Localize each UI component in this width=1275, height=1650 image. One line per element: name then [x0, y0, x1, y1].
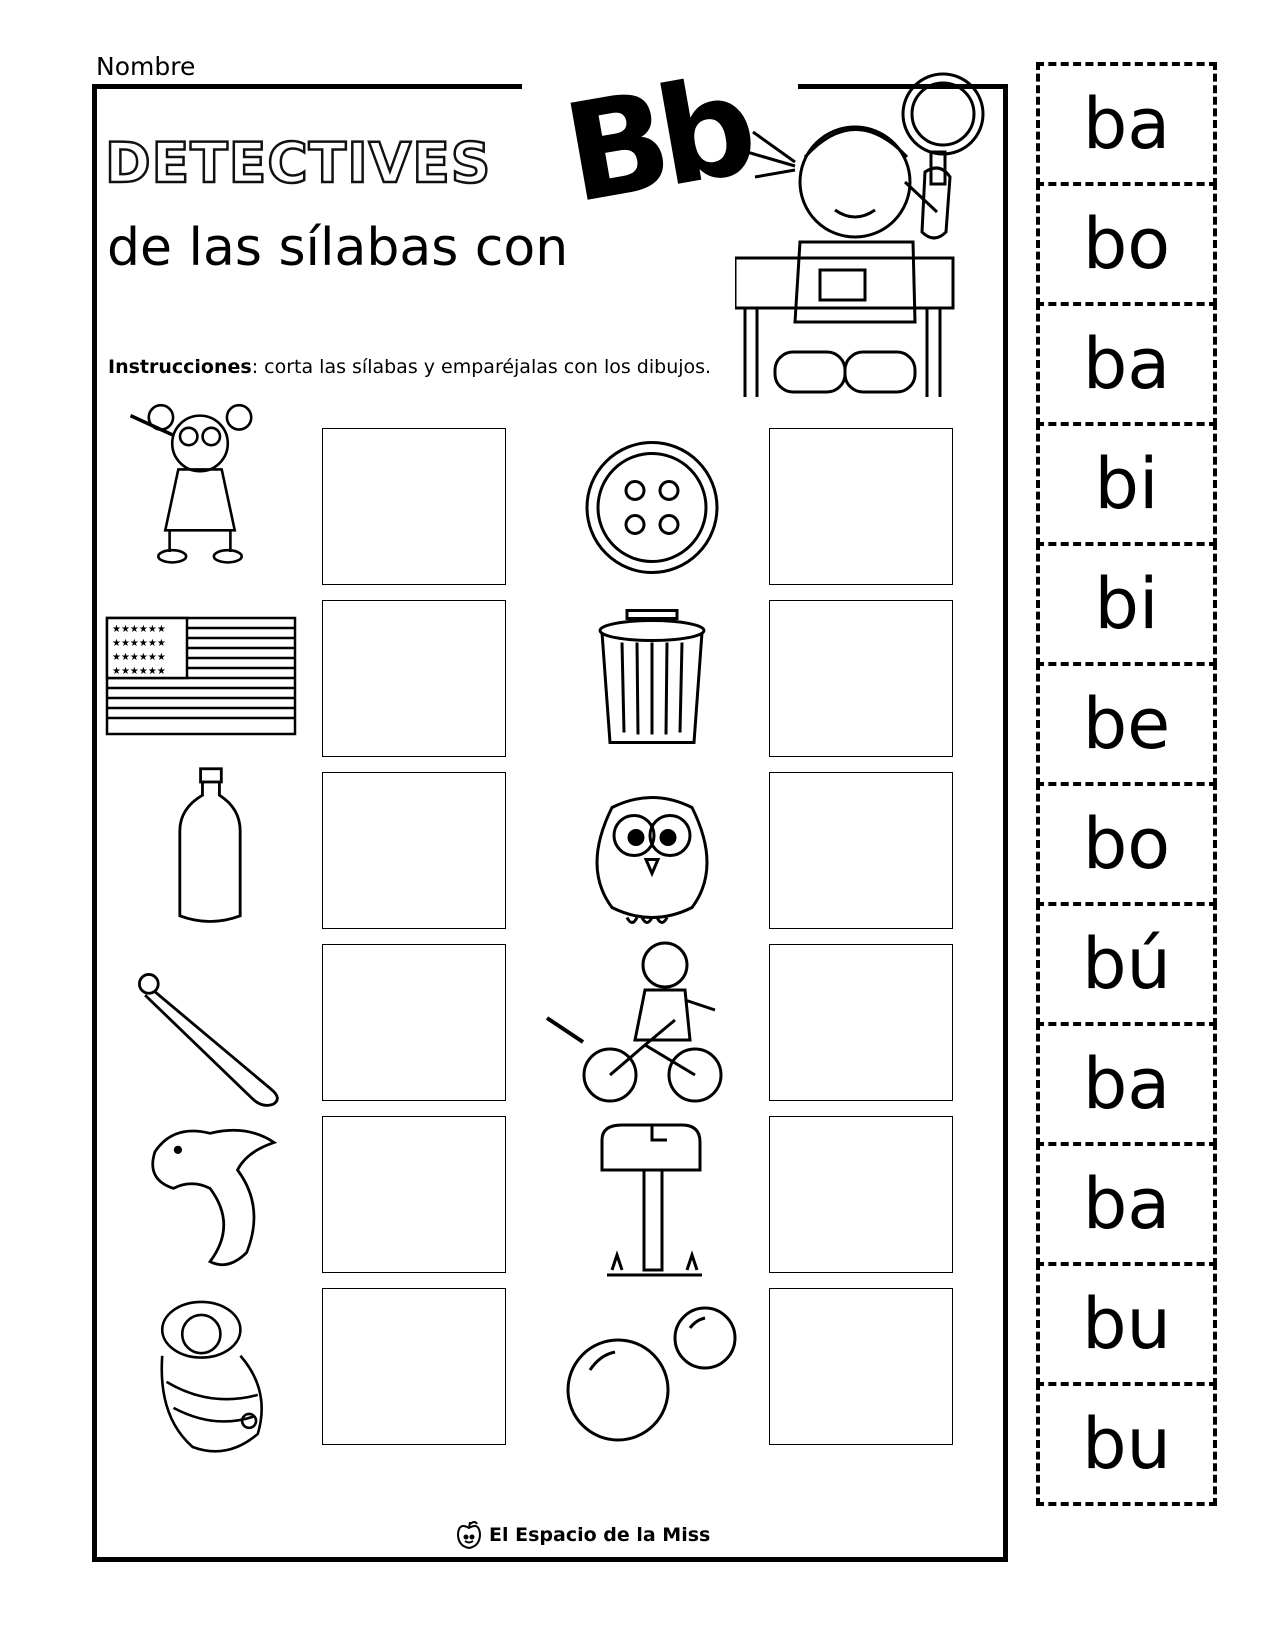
owl-icon	[572, 775, 732, 940]
svg-text:★★★★★★: ★★★★★★	[112, 666, 166, 677]
flag-icon	[104, 614, 300, 739]
syllable-card[interactable]	[1036, 302, 1217, 426]
syllable-card[interactable]	[1036, 902, 1217, 1026]
syllable-card[interactable]	[1036, 662, 1217, 786]
syllable-text: bu	[1082, 1403, 1171, 1485]
syllable-text: ba	[1082, 323, 1171, 405]
button-icon	[572, 425, 732, 590]
syllable-card[interactable]	[1036, 182, 1217, 306]
syllable-text: bo	[1082, 203, 1171, 285]
syllable-card[interactable]	[1036, 1022, 1217, 1146]
answer-box[interactable]	[769, 944, 953, 1101]
svg-text:★★★★★★: ★★★★★★	[112, 638, 166, 649]
syllable-card[interactable]	[1036, 1382, 1217, 1506]
mailbox-icon	[572, 1120, 732, 1285]
apple-icon	[455, 1520, 483, 1550]
answer-box[interactable]	[322, 1116, 506, 1273]
syllable-text: bú	[1082, 923, 1171, 1005]
letter-bb: Bb	[553, 47, 758, 234]
answer-box[interactable]	[322, 428, 506, 585]
svg-text:★★★★★★: ★★★★★★	[112, 652, 166, 663]
instructions-label: Instrucciones	[108, 356, 252, 378]
monkey-in-barrel-icon	[130, 1295, 290, 1460]
syllable-card[interactable]	[1036, 422, 1217, 546]
girl-binoculars-icon	[120, 400, 280, 565]
syllable-card[interactable]	[1036, 62, 1217, 186]
dolphin-icon	[130, 1115, 290, 1280]
syllable-card[interactable]	[1036, 1262, 1217, 1386]
instructions-text: : corta las sílabas y emparéjalas con los dibujos.	[251, 356, 712, 378]
answer-box[interactable]	[322, 944, 506, 1101]
svg-text:★★★★★★: ★★★★★★	[112, 624, 166, 635]
brand-text: El Espacio de la Miss	[489, 1524, 711, 1546]
detective-girl-icon	[735, 62, 995, 402]
answer-box[interactable]	[769, 428, 953, 585]
syllable-card[interactable]	[1036, 1142, 1217, 1266]
footer-brand	[455, 1520, 710, 1550]
answer-box[interactable]	[769, 600, 953, 757]
bubbles-icon	[560, 1300, 745, 1445]
syllable-text: bi	[1094, 443, 1159, 525]
trash-can-icon	[572, 600, 732, 765]
syllable-text: ba	[1082, 83, 1171, 165]
answer-box[interactable]	[769, 1116, 953, 1273]
syllable-text: be	[1082, 683, 1171, 765]
answer-box[interactable]	[769, 772, 953, 929]
bicycle-boy-icon	[545, 940, 730, 1110]
answer-box[interactable]	[322, 772, 506, 929]
title-detectives: DETECTIVES	[105, 131, 492, 195]
syllable-card[interactable]	[1036, 542, 1217, 666]
answer-box[interactable]	[322, 1288, 506, 1445]
syllable-text: ba	[1082, 1163, 1171, 1245]
answer-box[interactable]	[769, 1288, 953, 1445]
syllable-text: ba	[1082, 1043, 1171, 1125]
answer-box[interactable]	[322, 600, 506, 757]
syllable-text: bu	[1082, 1283, 1171, 1365]
instructions	[108, 356, 711, 378]
title-subtitle: de las sílabas con	[107, 218, 569, 278]
bottle-icon	[130, 765, 290, 930]
syllable-text: bi	[1094, 563, 1159, 645]
nombre-label: Nombre	[96, 52, 196, 81]
syllable-card[interactable]	[1036, 782, 1217, 906]
syllable-text: bo	[1082, 803, 1171, 885]
bat-icon	[130, 955, 290, 1120]
